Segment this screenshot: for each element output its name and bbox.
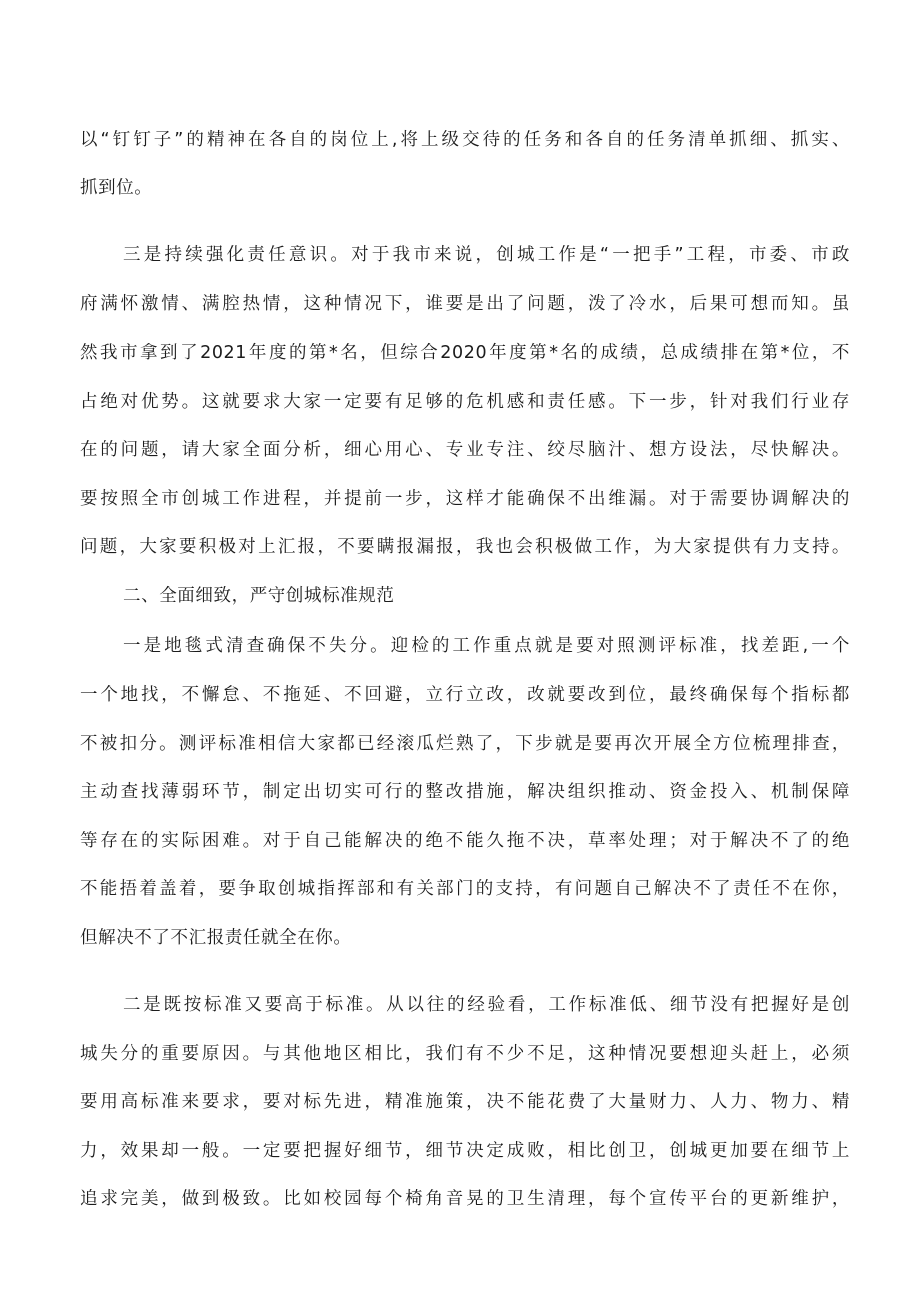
text-line: 主动查找薄弱环节，制定出切实可行的整改措施，解决组织推动、资金投入、机制保障 xyxy=(80,782,850,802)
text-line: 府满怀激情、满腔热情，这种情况下，谁要是出了问题，泼了冷水，后果可想而知。虽 xyxy=(80,294,850,314)
text-line: 追求完美，做到极致。比如校园每个椅角音晃的卫生清理，每个宣传平台的更新维护， xyxy=(80,1189,850,1209)
text-line: 问题，大家要积极对上汇报，不要瞒报漏报，我也会积极做工作，为大家提供有力支持。 xyxy=(80,537,850,557)
text-line: 要按照全市创城工作进程，并提前一步，这样才能确保不出维漏。对于需要协调解决的 xyxy=(80,489,850,509)
text-line: 但解决不了不汇报责任就全在你。 xyxy=(80,928,352,948)
section-heading: 二、全面细致，严守创城标准规范 xyxy=(123,586,395,606)
paragraph-first-line: 三是持续强化责任意识。对于我市来说，创城工作是“一把手”工程，市委、市政 xyxy=(123,245,850,265)
text-line: 在的问题，请大家全面分析，细心用心、专业专注、绞尽脑汁、想方设法，尽快解决。 xyxy=(80,440,850,460)
text-line: 不被扣分。测评标准相信大家都已经滚瓜烂熟了，下步就是要再次开展全方位梳理排查， xyxy=(80,734,850,754)
text-line: 要用高标准来要求，要对标先进，精准施策，决不能花费了大量财力、人力、物力、精 xyxy=(80,1092,850,1112)
text-line: 占绝对优势。这就要求大家一定要有足够的危机感和责任感。下一步，针对我们行业存 xyxy=(80,392,850,412)
text-line: 一个地找，不懈怠、不拖延、不回避，立行立改，改就要改到位，最终确保每个指标都 xyxy=(80,685,850,705)
text-line: 城失分的重要原因。与其他地区相比，我们有不少不足，这种情况要想迎头赶上，必须 xyxy=(80,1044,850,1064)
paragraph-first-line: 二是既按标准又要高于标准。从以往的经验看，工作标准低、细节没有把握好是创 xyxy=(123,995,850,1015)
text-line: 以“钉钉子”的精神在各自的岗位上,将上级交待的任务和各自的任务清单抓细、抓实、 xyxy=(80,130,850,150)
text-line: 力，效果却一般。一定要把握好细节，细节决定成败，相比创卫，创城更加要在细节上 xyxy=(80,1141,850,1161)
paragraph-first-line: 一是地毯式清查确保不失分。迎检的工作重点就是要对照测评标准，找差距,一个 xyxy=(123,636,850,656)
text-line: 抓到位。 xyxy=(80,178,153,198)
text-line: 不能捂着盖着，要争取创城指挥部和有关部门的支持，有问题自己解决不了责任不在你， xyxy=(80,879,850,899)
text-line: 等存在的实际困难。对于自己能解决的绝不能久拖不决，草率处理；对于解决不了的绝 xyxy=(80,831,850,851)
text-line: 然我市拿到了2021年度的第*名，但综合2020年度第*名的成绩，总成绩排在第*位，不 xyxy=(80,343,850,363)
